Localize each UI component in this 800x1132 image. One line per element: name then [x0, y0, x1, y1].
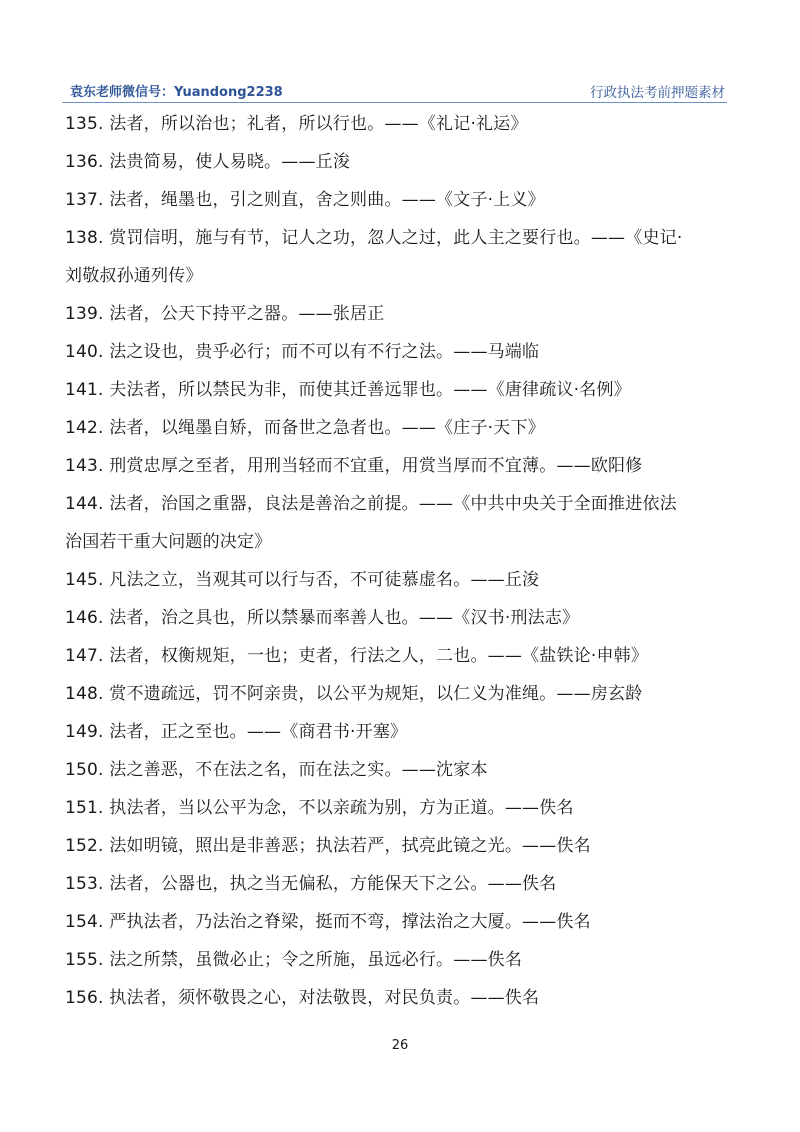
quote-line: 153. 法者，公器也，执之当无偏私，方能保天下之公。——佚名 — [65, 874, 557, 894]
header-title: 行政执法考前押题素材 — [590, 85, 725, 101]
quote-line: 141. 夫法者，所以禁民为非，而使其迁善远罪也。——《唐律疏议·名例》 — [65, 380, 631, 400]
quote-line: 155. 法之所禁，虽微必止；令之所施，虽远必行。——佚名 — [65, 950, 523, 970]
quote-line: 149. 法者，正之至也。——《商君书·开塞》 — [65, 722, 408, 742]
page-number: 26 — [391, 1038, 409, 1053]
quote-line: 142. 法者，以绳墨自矫，而备世之急者也。——《庄子·天下》 — [65, 418, 545, 438]
quote-line: 146. 法者，治之具也，所以禁暴而率善人也。——《汉书·刑法志》 — [65, 608, 580, 628]
quote-line: 156. 执法者，须怀敬畏之心，对法敬畏，对民负责。——佚名 — [65, 988, 540, 1008]
quote-line: 147. 法者，权衡规矩，一也；吏者，行法之人，二也。——《盐铁论·申韩》 — [65, 646, 649, 666]
page-header — [62, 80, 727, 103]
quote-line: 144. 法者，治国之重器，良法是善治之前提。——《中共中央关于全面推进依法 — [65, 494, 677, 514]
quote-line: 151. 执法者，当以公平为念，不以亲疏为别，方为正道。——佚名 — [65, 798, 574, 818]
quote-line: 137. 法者，绳墨也，引之则直，舍之则曲。——《文子·上义》 — [65, 190, 545, 210]
quote-line: 140. 法之设也，贵乎必行；而不可以有不行之法。——马端临 — [65, 342, 540, 362]
quote-line: 154. 严执法者，乃法治之脊梁，挺而不弯，撑法治之大厦。——佚名 — [65, 912, 591, 932]
quote-line: 139. 法者，公天下持平之器。——张居正 — [65, 304, 385, 324]
quote-line: 刘敬叔孙通列传》 — [65, 266, 203, 286]
quote-line: 135. 法者，所以治也；礼者，所以行也。——《礼记·礼运》 — [65, 114, 528, 134]
quote-line: 150. 法之善恶，不在法之名，而在法之实。——沈家本 — [65, 760, 488, 780]
header-contact: 袁东老师微信号：Yuandong2238 — [70, 85, 283, 100]
quote-line: 治国若干重大问题的决定》 — [65, 532, 272, 552]
quote-line: 145. 凡法之立，当观其可以行与否，不可徒慕虚名。——丘浚 — [65, 570, 540, 590]
quote-line: 148. 赏不遗疏远，罚不阿亲贵，以公平为规矩，以仁义为准绳。——房玄龄 — [65, 684, 643, 704]
quote-line: 136. 法贵简易，使人易晓。——丘浚 — [65, 152, 351, 172]
quote-line: 152. 法如明镜，照出是非善恶；执法若严，拭亮此镜之光。——佚名 — [65, 836, 591, 856]
quote-list — [65, 105, 735, 1017]
quote-line: 143. 刑赏忠厚之至者，用刑当轻而不宜重，用赏当厚而不宜薄。——欧阳修 — [65, 456, 643, 476]
quote-line: 138. 赏罚信明，施与有节，记人之功，忽人之过，此人主之要行也。——《史记· — [65, 228, 683, 248]
